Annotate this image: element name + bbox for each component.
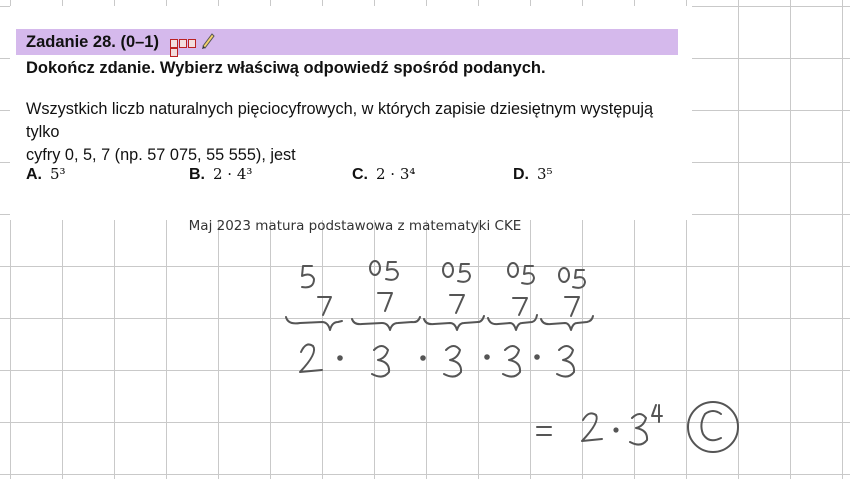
answer-expression: 2 · 4³: [213, 165, 253, 183]
task-title: Zadanie 28. (0–1): [26, 33, 159, 51]
handwritten-braces: [286, 315, 593, 330]
handwritten-digits-05-7: [443, 263, 470, 313]
question-line-1: Wszystkich liczb naturalnych pięciocyfrowych, w których zapisie dziesiętnym występują tylko: [26, 100, 654, 141]
handwritten-digits-05-7: [508, 263, 534, 315]
handwritten-product: [300, 344, 574, 376]
answer-letter: D.: [513, 166, 529, 183]
handwritten-digit-5: [302, 266, 314, 287]
source-caption: Maj 2023 matura podstawowa z matematyki CKE: [188, 218, 522, 234]
handwritten-digit-7: [318, 297, 331, 315]
task-instruction: Dokończ zdanie. Wybierz właściwą odpowiedź spośród podanych.: [26, 59, 546, 77]
question-line-2: cyfry 0, 5, 7 (np. 57 075, 55 555), jest: [26, 146, 296, 164]
answer-letter: A.: [26, 166, 42, 183]
answer-expression: 5³: [50, 165, 66, 183]
answer-expression: 3⁵: [537, 165, 553, 183]
handwritten-result: [537, 405, 662, 445]
circled-answer-c: [688, 402, 738, 452]
handwritten-digits-05-7: [370, 261, 398, 311]
answer-letter: B.: [189, 166, 205, 183]
answer-letter: C.: [352, 166, 368, 183]
handwritten-digits-05-7: [559, 268, 585, 316]
answer-expression: 2 · 3⁴: [376, 165, 416, 183]
